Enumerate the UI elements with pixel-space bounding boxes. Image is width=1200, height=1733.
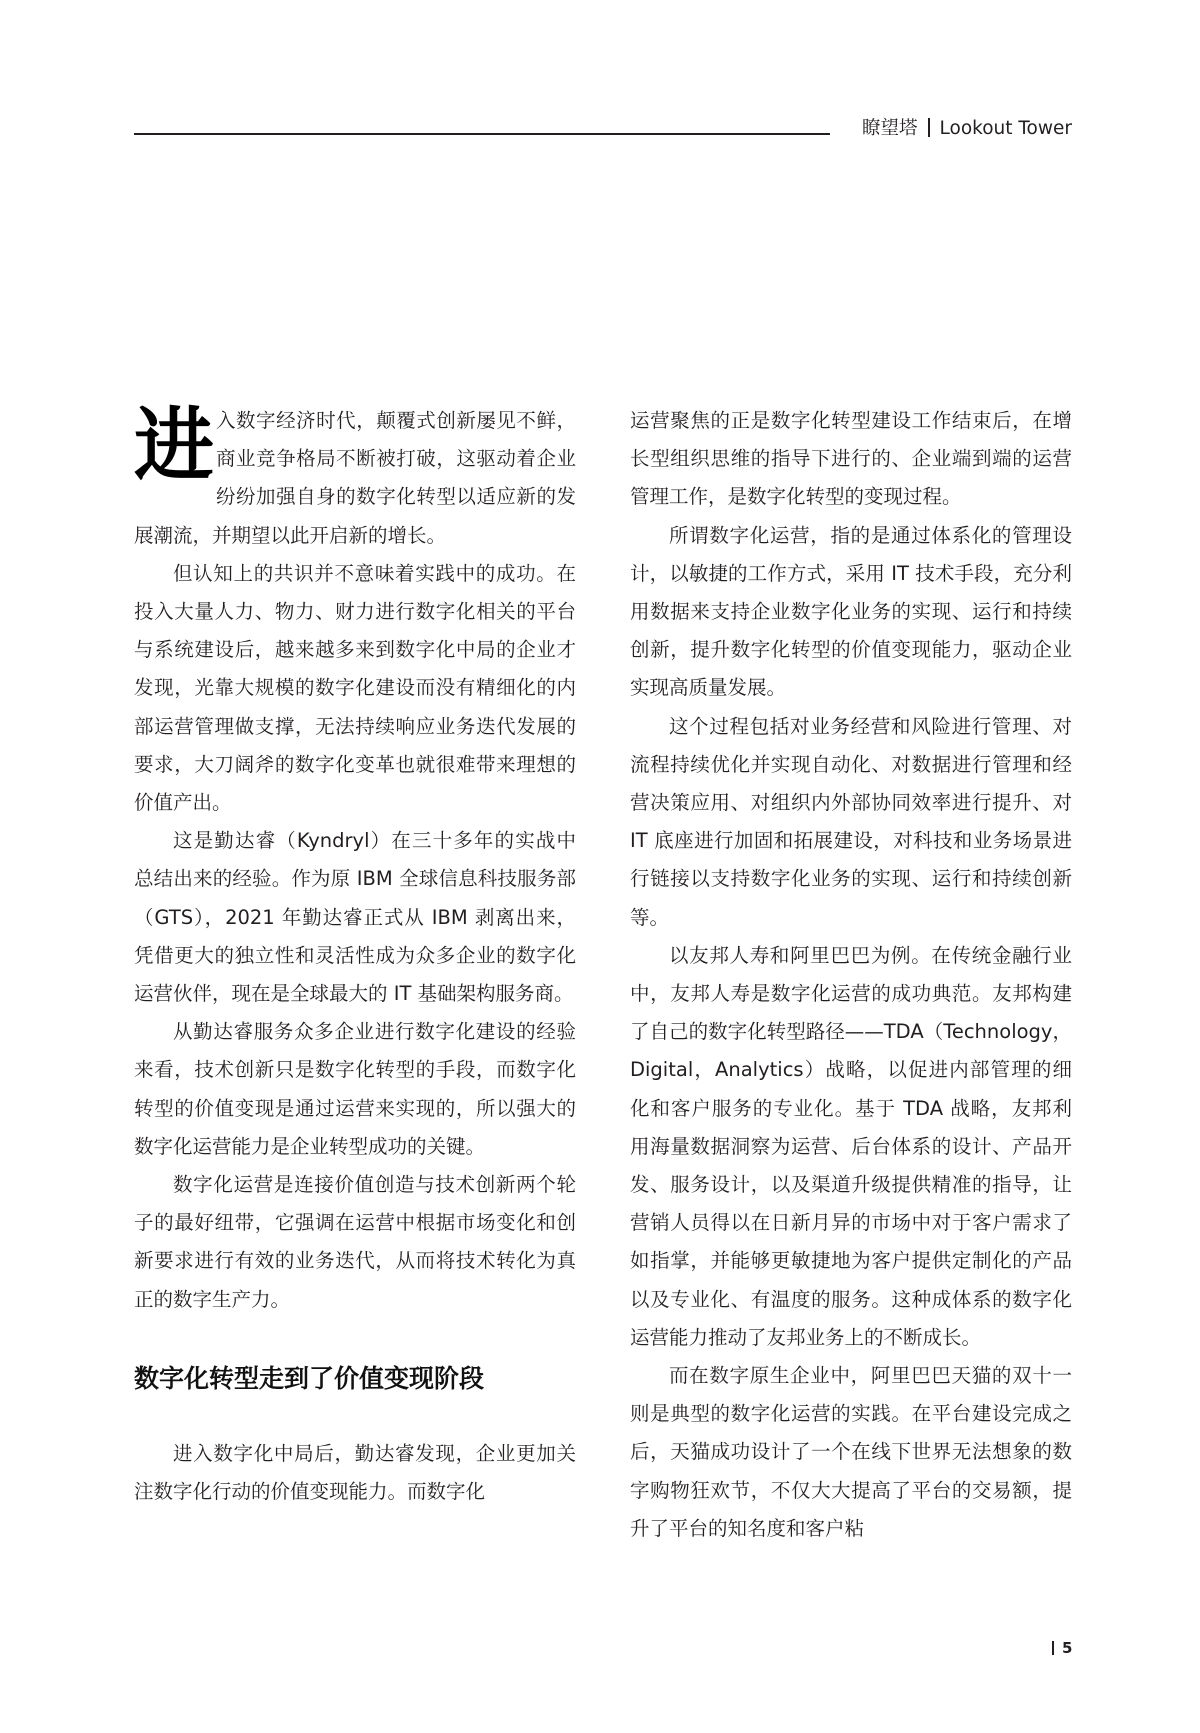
paragraph <box>134 399 576 555</box>
drop-cap: 进 <box>134 399 214 492</box>
paragraph: 以友邦人寿和阿里巴巴为例。在传统金融行业中，友邦人寿是数字化运营的成功典范。友邦构建了自己的数字化转型路径——TDA（Technology，Digital，Analytics）战略，以促进内部管理的细化和客户服务的专业化。基于 TDA 战略，友邦利用海量数据洞察为运营、后台体系的设计、产品开发、服务设计，以及渠道升级提供精准的指导，让营销人员得以在日新月异的市场中对于客户需求了如指掌，并能够更敏捷地为客户提供定制化的产品以及专业化、有温度的服务。这种成体系的数字化运营能力推动了友邦业务上的不断成长。 <box>630 943 1072 1349</box>
paragraph: 这个过程包括对业务经营和风险进行管理、对流程持续优化并实现自动化、对数据进行管理和经营决策应用、对组织内外部协同效率进行提升、对 IT 底座进行加固和拓展建设，对科技和业务场景进行链接以支持数字化业务的实现、运行和持续创新等。 <box>630 714 1072 929</box>
header-section: 瞭望塔 <box>862 118 918 139</box>
paragraph: 所谓数字化运营，指的是通过体系化的管理设计，以敏捷的工作方式，采用 IT 技术手段，充分利用数据来支持企业数字化业务的实现、运行和持续创新，提升数字化转型的价值变现能力，驱动企业实现高质量发展。 <box>630 523 1072 700</box>
section-heading: 数字化转型走到了价值变现阶段 <box>134 1363 485 1393</box>
paragraph: 而在数字原生企业中，阿里巴巴天猫的双十一则是典型的数字化运营的实践。在平台建设完成之后，天猫成功设计了一个在线下世界无法想象的数字购物狂欢节，不仅大大提高了平台的交易额，提升了平台的知名度和客户粘 <box>630 1364 1072 1540</box>
page-number <box>1052 1639 1072 1657</box>
paragraph: 但认知上的共识并不意味着实践中的成功。在投入大量人力、物力、财力进行数字化相关的平台与系统建设后，越来越多来到数字化中局的企业才发现，光靠大规模的数字化建设而没有精细化的内部运营管理做支撑，无法持续响应业务迭代发展的要求，大刀阔斧的数字化变革也就很难带来理想的价值产出。 <box>134 561 576 815</box>
header-title-en: Lookout Tower <box>939 118 1072 139</box>
paragraph: 进入数字化中局后，勤达睿发现，企业更加关注数字化行动的价值变现能力。而数字化 <box>134 1441 576 1504</box>
header-rule <box>134 133 830 135</box>
right-column <box>630 402 1072 1548</box>
paragraph: 这是勤达睿（Kyndryl）在三十多年的实战中总结出来的经验。作为原 IBM 全球信息科技服务部（GTS），2021 年勤达睿正式从 IBM 剥离出来，凭借更大的独立性和灵活性成为众多企业的数字化运营伙伴，现在是全球最大的 IT 基础架构服务商。 <box>134 829 576 1006</box>
running-header <box>862 114 1072 140</box>
left-column <box>134 399 576 1511</box>
paragraph-text: 入数字经济时代，颠覆式创新屡见不鲜，商业竞争格局不断被打破，这驱动着企业纷纷加强自身的数字化转型以适应新的发展潮流，并期望以此开启新的增长。 <box>134 409 576 547</box>
header-separator <box>928 118 930 137</box>
paragraph: 运营聚焦的正是数字化转型建设工作结束后，在增长型组织思维的指导下进行的、企业端到端的运营管理工作，是数字化转型的变现过程。 <box>630 409 1072 509</box>
paragraph: 数字化运营是连接价值创造与技术创新两个轮子的最好纽带，它强调在运营中根据市场变化和创新要求进行有效的业务迭代，从而将技术转化为真正的数字生产力。 <box>134 1173 576 1311</box>
page-number-bar <box>1052 1641 1054 1655</box>
paragraph: 从勤达睿服务众多企业进行数字化建设的经验来看，技术创新只是数字化转型的手段，而数字化转型的价值变现是通过运营来实现的，所以强大的数字化运营能力是企业转型成功的关键。 <box>134 1020 576 1158</box>
page-number-value: 5 <box>1062 1639 1073 1657</box>
